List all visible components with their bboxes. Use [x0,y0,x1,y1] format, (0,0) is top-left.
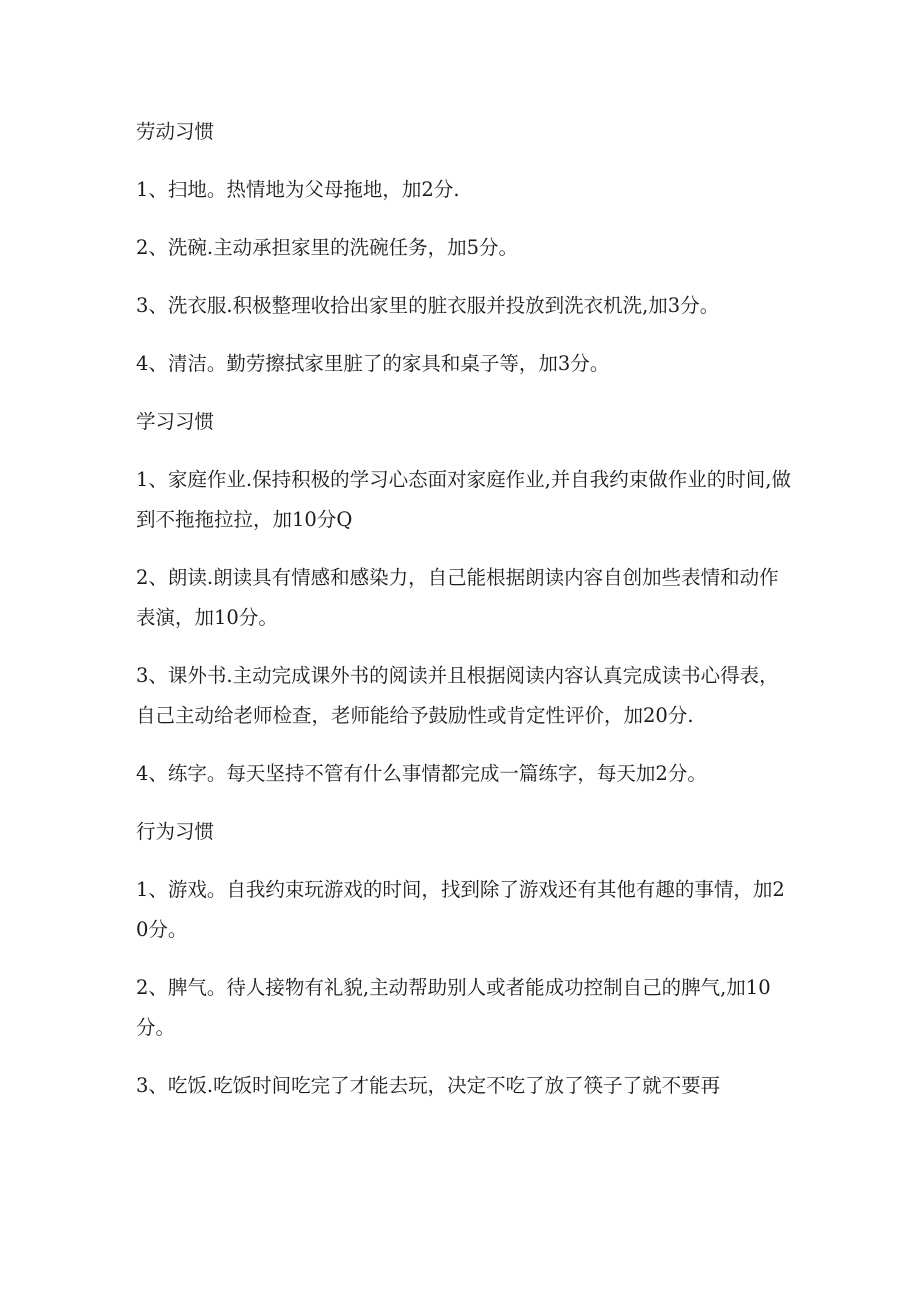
document-body [136,112,796,1124]
labor-item-sweeping: 1、扫地。热情地为父母拖地，加2分. [136,178,460,201]
study-item-homework: 1、家庭作业.保持积极的学习心态面对家庭作业,并自我约束做作业的时间,做到不拖拖拉拉，加10分Q [136,468,792,531]
behavior-item-temper: 2、脾气。待人接物有礼貌,主动帮助别人或者能成功控制自己的脾气,加10分。 [136,976,771,1039]
section-heading-study: 学习习惯 [136,410,215,433]
labor-item-cleaning: 4、清洁。勤劳擦拭家里脏了的家具和桌子等，加3分。 [136,352,610,375]
labor-item-laundry: 3、洗衣服.积极整理收拾出家里的脏衣服并投放到洗衣机洗,加3分。 [136,294,720,317]
section-heading-behavior: 行为习惯 [136,820,215,843]
study-item-calligraphy: 4、练字。每天坚持不管有什么事情都完成一篇练字，每天加2分。 [136,762,707,785]
section-heading-labor: 劳动习惯 [136,120,215,143]
behavior-item-meals: 3、吃饭.吃饭时间吃完了才能去玩，决定不吃了放了筷子了就不要再 [136,1074,721,1097]
study-item-extracurricular-books: 3、课外书.主动完成课外书的阅读并且根据阅读内容认真完成读书心得表，自己主动给老师检查，老师能给予鼓励性或肯定性评价，加20分. [136,664,779,727]
study-item-reading-aloud: 2、朗读.朗读具有情感和感染力，自己能根据朗读内容自创加些表情和动作表演，加10分。 [136,566,779,629]
behavior-item-games: 1、游戏。自我约束玩游戏的时间，找到除了游戏还有其他有趣的事情，加20分。 [136,878,785,941]
labor-item-dishes: 2、洗碗.主动承担家里的洗碗任务，加5分。 [136,236,519,259]
